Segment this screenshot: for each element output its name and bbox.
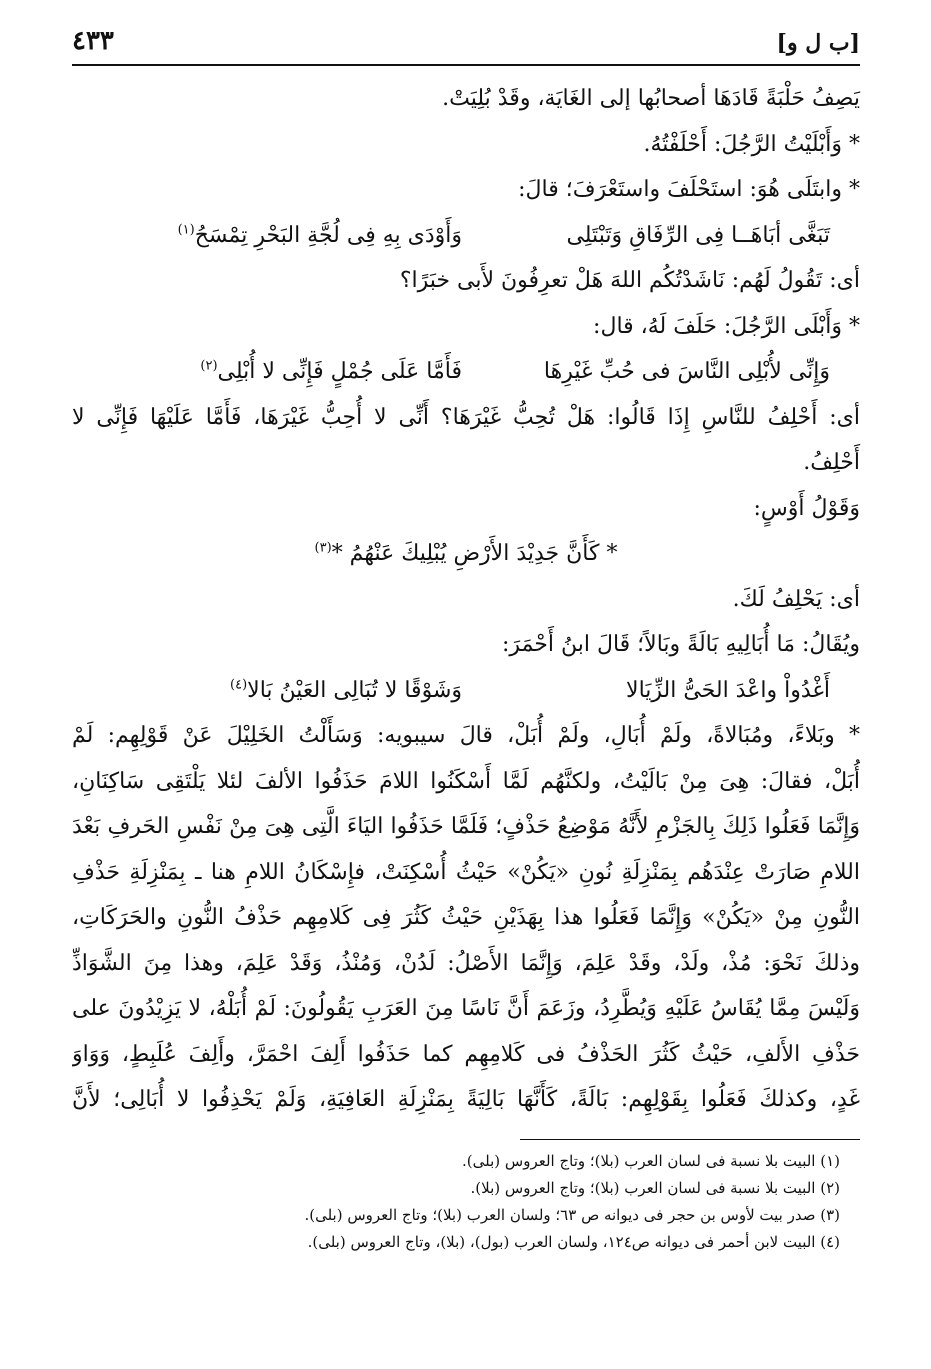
text-line: أى: تَقُولُ لَهُم: نَاشَدْتُكُم اللهَ هَلْ تعرِفُونَ لأَبى خبَرًا؟: [399, 268, 860, 293]
footnote: (٢) البيت بلا نسبة فى لسان العرب (بلا)؛ وتاج العروس (بلا).: [470, 1178, 840, 1197]
text-line: أى: يَحْلِفُ لَكَ.: [732, 586, 860, 612]
verse-3: [72, 531, 860, 577]
footnote-marker: (٢): [200, 358, 218, 374]
text-line: * وابتَلَى هُوَ: استَحْلَفَ واستَعْرَفَ؛ قالَ:: [518, 177, 860, 202]
verse-hemistich-text: وَشَوْقًا لا تُبَالِى العَيْنُ بَالا: [247, 677, 462, 703]
book-page: [72, 22, 860, 1352]
text-line: وَقَوْلُ أَوْسٍ:: [753, 495, 860, 521]
text-line: أى: أَحْلِفُ للنَّاسِ إِذَا قَالُوا: هَلْ تُحِبُّ غَيْرَهَا؟ أَنِّى لا أُحِبُّ غَيْرَهَا، فَأَمَّا عَلَيْهَا فَإِنِّى لا: [72, 404, 860, 430]
page-header: [72, 22, 860, 66]
footnote-marker: (٤): [230, 677, 248, 693]
verse-hemistich-second: [72, 349, 462, 395]
verse-hemistich-text: وَأَوْدَى بِهِ فِى لُجَّةِ البَحْرِ تِمْسَحُ: [194, 222, 462, 248]
verse-hemistich-first: أَغْدُواْ واعْدَ الحَىُّ الزِّيَالا: [626, 677, 830, 703]
text-line: أَحْلِفُ.: [803, 450, 860, 475]
page-number: ٤٣٣: [72, 26, 114, 56]
verse-4: [72, 668, 860, 714]
verse-hemistich-text: * كَأَنَّ جَدِيْدَ الأَرْضِ يُبْلِيكَ عَنْهُمُ *: [331, 541, 618, 566]
footnote-marker: (٣): [314, 540, 332, 556]
root-heading: [ب ل و]: [776, 30, 860, 56]
verse-hemistich-first: وَإِنِّى لأُبْلِى النَّاسَ فى حُبِّ غَيْرِهَا: [543, 359, 830, 384]
paragraph-line: وذلكَ نَحْوَ: مُذْ، ولَدْ، وقَدْ عَلِمَ، وَإِنَّمَا الأَصْلُ: لَدُنْ، وَمُنْذُ، وَقَدْ عَلِمَ، وهذا مِنَ الشَّوَاذِّ: [72, 950, 860, 976]
text-line: * وَأَبْلَى الرَّجُلَ: حَلَفَ لَهُ، قال:: [593, 313, 860, 339]
paragraph-line: النُّونِ مِنْ «يَكُنْ» وَإِنَّمَا فَعَلُوا هذا بِهَذَيْنِ حَيْثُ كَثُرَ فِى كَلامِهِم حَذْفُ النُّونِ والحَرَكَاتِ،: [72, 905, 860, 930]
verse-2: [72, 349, 860, 395]
footnotes: [72, 1148, 860, 1256]
footnote: (٤) البيت لابن أحمر فى ديوانه ص١٢٤، ولسان العرب (بول)، (بلا)، وتاج العروس (بلى).: [307, 1232, 840, 1251]
verse-hemistich-text: فَأَمَّا عَلَى جُمْلٍ فَإِنِّى لا أُبْلِى: [217, 359, 462, 384]
verse-hemistich-second: [72, 213, 462, 259]
footnote: (١) البيت بلا نسبة فى لسان العرب (بلا)؛ وتاج العروس (بلى).: [462, 1151, 840, 1170]
paragraph-line: حَذْفِ الأَلفِ، حَيْثُ كَثُرَ الحَذْفُ فى كَلامِهِم كما حَذَفُوا أَلِفَ احْمَرَّ، وأَلِفَ عُلَبِطٍ، وَوَاوَ: [72, 1041, 860, 1067]
footnote-marker: (١): [177, 222, 195, 238]
paragraph-line: اللامِ صَارَتْ عِنْدَهُم بِمَنْزِلَةِ نُونِ «يَكُنْ» حَيْثُ أُسْكِنَتْ، فإِسْكَانُ اللامِ هنا ـ بِمَنْزِلَةِ حَذْفِ: [72, 859, 860, 885]
paragraph-line: وَلَيْسَ مِمَّا يُقَاسُ عَلَيْهِ وَيُطَّرِدُ، وزَعَمَ أَنَّ نَاسًا مِنَ العَرَبِ يَقُولُونَ: لَمْ أُبَلْهُ، لا يَزِيْدُونَ على: [72, 996, 860, 1021]
verse-1: [72, 213, 860, 259]
paragraph-line: غَدٍ، وكذلكَ فَعَلُوا بِقَوْلِهِم: بَالَةً، كَأَنَّهَا بَالِيَةً بِمَنْزِلَةِ العَافِيَةِ، وَلَمْ يَحْذِفُوا لا أُبَالِى؛ لأَنَّ: [72, 1087, 860, 1112]
main-text: [72, 76, 860, 1123]
paragraph-line: * وبَلاءً، ومُبَالاةً، ولَمْ أُبَالِ، ولَمْ أُبَلْ، قالَ سيبويه: وَسَأَلْتُ الخَلِيْلَ عَنْ قَوْلِهِم: لَمْ: [72, 723, 860, 748]
verse-hemistich-second: [72, 668, 462, 714]
verse-hemistich-first: تَبَغَّى أبَاهَــا فِى الرِّفَاقِ وَتَبْتَلِى: [566, 222, 830, 248]
footnote-divider: [520, 1139, 860, 1140]
text-line: ويُقَالُ: مَا أُبَالِيهِ بَالَةً وبَالاً؛ قَالَ ابنُ أَحْمَرَ:: [502, 632, 860, 657]
footnote: (٣) صدر بيت لأوس بن حجر فى ديوانه ص ٦٣؛ ولسان العرب (بلا)؛ وتاج العروس (بلى).: [304, 1205, 840, 1224]
text-line: * وَأَبْلَيْتُ الرَّجُلَ: أَحْلَفْتُهُ.: [643, 131, 860, 157]
text-line: يَصِفُ حَلْبَةً قَادَهَا أصحابُها إلى الغَايَة، وقَدْ بُلِيَتْ.: [442, 86, 860, 111]
paragraph-line: وَإِنَّمَا فَعَلُوا ذَلِكَ بِالجَزْمِ لأَنَّهُ مَوْضِعُ حَذْفٍ؛ فَلَمَّا حَذَفُوا اليَاءَ الَّتِى هِىَ مِنْ نَفْسِ الحَرفِ بَعْدَ: [72, 814, 860, 839]
paragraph-line: أُبَلْ، فقالَ: هِىَ مِنْ بَالَيْتُ، ولكنَّهُم لَمَّا أَسْكَنُوا اللامَ حَذَفُوا الألفَ لئلا يَلْتَقِى سَاكِنَانِ،: [72, 768, 860, 794]
